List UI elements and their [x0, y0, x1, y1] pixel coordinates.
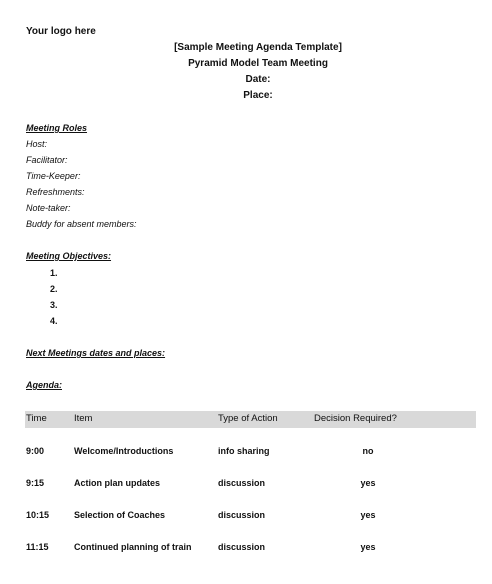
table-row-3-action: discussion: [218, 510, 266, 520]
role-facilitator: Facilitator:: [26, 155, 68, 165]
role-buddy: Buddy for absent members:: [26, 219, 137, 229]
table-row-2-action: discussion: [218, 478, 266, 488]
table-row-1-time: 9:00: [26, 446, 45, 456]
table-row-3-decision: yes: [360, 510, 376, 520]
meeting-roles-heading: Meeting Roles: [26, 123, 88, 133]
table-row-3-item: Selection of Coaches: [74, 510, 166, 520]
column-header-decision-required: Decision Required?: [314, 413, 397, 424]
column-header-item: Item: [74, 413, 93, 424]
table-row-2-decision: yes: [360, 478, 376, 488]
objective-4: 4.: [50, 316, 58, 326]
role-time-keeper: Time-Keeper:: [26, 171, 81, 181]
table-row-4-decision: yes: [360, 542, 376, 552]
logo-placeholder: Your logo here: [26, 26, 96, 37]
role-refreshments: Refreshments:: [26, 187, 85, 197]
agenda-heading: Agenda:: [26, 380, 62, 390]
table-row-4-time: 11:15: [26, 542, 49, 552]
table-row-2-item: Action plan updates: [74, 478, 161, 488]
table-row-4-item: Continued planning of train: [74, 542, 192, 552]
role-host: Host:: [26, 139, 48, 149]
next-meetings-heading: Next Meetings dates and places:: [26, 348, 166, 358]
table-row-2-time: 9:15: [26, 478, 45, 488]
date-label: Date:: [245, 74, 271, 85]
document-title: [Sample Meeting Agenda Template]: [174, 42, 342, 53]
column-header-time: Time: [26, 413, 47, 424]
table-row-1-action: info sharing: [218, 446, 270, 456]
table-row-1-decision: no: [362, 446, 374, 456]
column-header-type-of-action: Type of Action: [218, 413, 278, 424]
objective-2: 2.: [50, 284, 58, 294]
table-row-3-time: 10:15: [26, 510, 50, 520]
place-label: Place:: [243, 90, 273, 101]
meeting-objectives-heading: Meeting Objectives:: [26, 251, 112, 261]
table-row-1-item: Welcome/Introductions: [74, 446, 174, 456]
objective-1: 1.: [50, 268, 58, 278]
role-note-taker: Note-taker:: [26, 203, 71, 213]
table-row-4-action: discussion: [218, 542, 266, 552]
meeting-name: Pyramid Model Team Meeting: [188, 58, 328, 69]
objective-3: 3.: [50, 300, 58, 310]
